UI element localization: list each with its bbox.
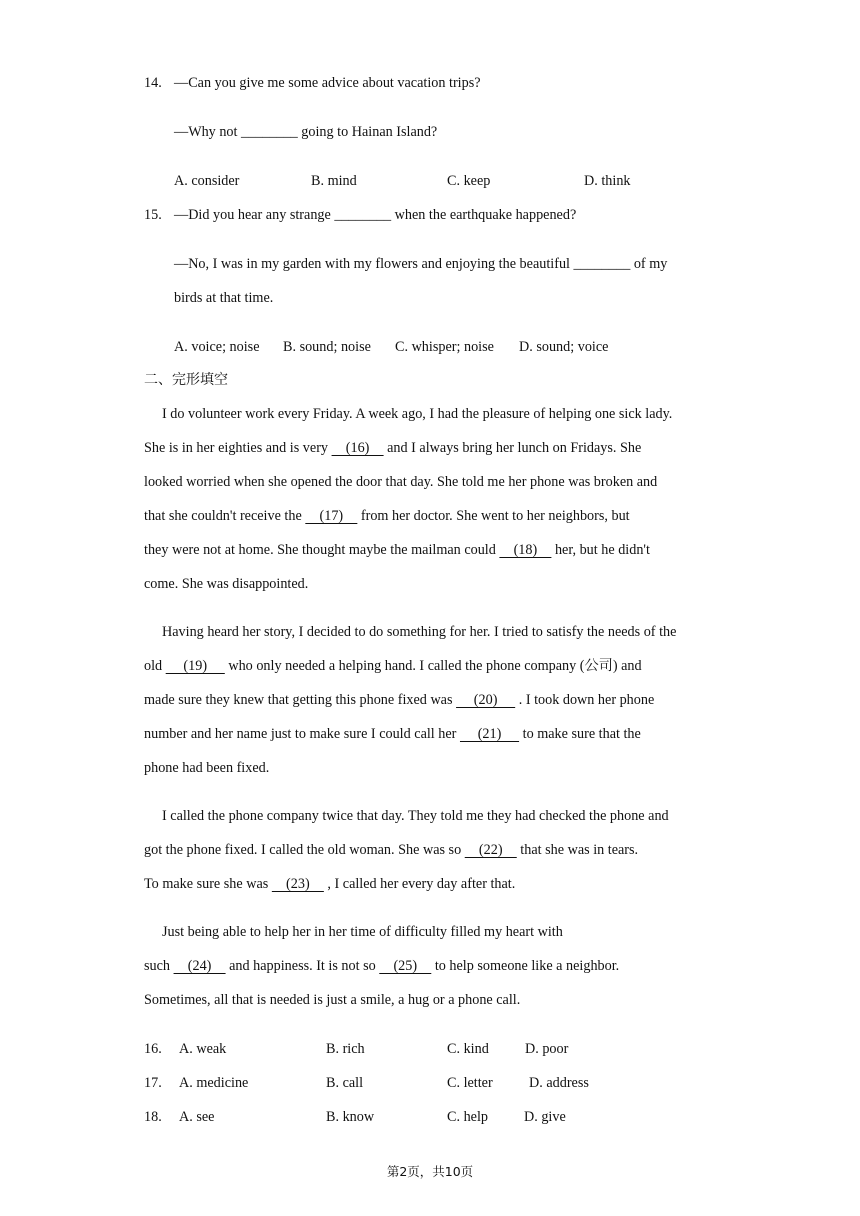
- q18-option-d[interactable]: [524, 1107, 566, 1127]
- q18-option-b[interactable]: [326, 1107, 374, 1127]
- q15-blank-2: ________: [573, 256, 631, 272]
- passage-line: looked worried when she opened the door that day. She told me her phone was broken and: [144, 474, 658, 490]
- text-pre: got the phone fixed. I called the old woman. She was so: [144, 842, 465, 858]
- option-letter: C.: [395, 339, 409, 355]
- option-letter: B.: [326, 1075, 340, 1091]
- page-footer: 第2页，共10页: [386, 1164, 474, 1179]
- option-text: see: [192, 1109, 215, 1125]
- q15-reply-cont: birds at that time.: [174, 290, 274, 306]
- option-letter: B.: [326, 1109, 340, 1125]
- q15-prompt: [174, 205, 576, 225]
- text-pre: made sure they knew that getting this phone fixed was: [144, 692, 457, 708]
- q14-reply: [174, 122, 437, 142]
- passage-line: Just being able to help her in her time of difficulty filled my heart with: [162, 924, 563, 940]
- q16-option-a[interactable]: [179, 1039, 226, 1059]
- q17-option-c[interactable]: [447, 1073, 493, 1093]
- cloze-blank-22: (22): [464, 842, 517, 858]
- cloze-blank-16: (16): [331, 440, 384, 456]
- option-text: help: [460, 1109, 488, 1125]
- q15-blank-1: ________: [334, 207, 392, 223]
- cloze-blank-21: (21): [459, 726, 520, 742]
- option-text: D. address: [529, 1075, 589, 1091]
- option-text: consider: [187, 173, 240, 189]
- passage-line: I called the phone company twice that day. They told me they had checked the phone and: [162, 808, 669, 824]
- option-text: medicine: [192, 1075, 249, 1091]
- cloze-blank-24: (24): [173, 958, 226, 974]
- q16-option-d[interactable]: [525, 1039, 568, 1059]
- text-pre: old: [144, 658, 166, 674]
- passage-line: [144, 724, 641, 744]
- option-text: mind: [324, 173, 357, 189]
- option-letter: A.: [179, 1109, 193, 1125]
- q14-option-d[interactable]: [584, 171, 631, 191]
- option-letter: C.: [447, 1109, 461, 1125]
- passage-line: come. She was disappointed.: [144, 576, 309, 592]
- passage-line: I do volunteer work every Friday. A week ago, I had the pleasure of helping one sick lady.: [162, 406, 673, 422]
- option-text: know: [339, 1109, 375, 1125]
- passage-line: [144, 506, 630, 526]
- option-letter: C.: [447, 1075, 461, 1091]
- option-letter: D.: [519, 339, 533, 355]
- text-pre: She is in her eighties and is very: [144, 440, 332, 456]
- text-pre: such: [144, 958, 174, 974]
- cloze-blank-20: (20): [456, 692, 516, 708]
- q14-reply-pre: —Why not: [174, 124, 241, 140]
- q14-prompt: —Can you give me some advice about vacation trips?: [174, 75, 481, 91]
- option-text: D. poor: [525, 1041, 569, 1057]
- q14-option-c[interactable]: [447, 171, 490, 191]
- q15-reply-pre: —No, I was in my garden with my flowers and enjoying the beautiful: [174, 256, 574, 272]
- q15-option-c[interactable]: [395, 337, 494, 357]
- text-post: to help someone like a neighbor.: [431, 958, 620, 974]
- text-post: . I took down her phone: [515, 692, 655, 708]
- option-letter: D.: [584, 173, 598, 189]
- q18-option-a[interactable]: [179, 1107, 214, 1127]
- passage-line: [144, 874, 515, 894]
- q18-option-c[interactable]: [447, 1107, 488, 1127]
- passage-line: phone had been fixed.: [144, 760, 270, 776]
- cloze-blank-19: (19): [165, 658, 225, 674]
- cloze-blank-18: (18): [499, 542, 552, 558]
- option-text: sound; voice: [532, 339, 609, 355]
- passage-line: [144, 438, 641, 458]
- text-post: to make sure that the: [519, 726, 641, 742]
- option-text: call: [339, 1075, 364, 1091]
- q17-option-d[interactable]: [529, 1073, 589, 1093]
- q14-number: 14.: [144, 75, 162, 91]
- option-text: D. give: [524, 1109, 566, 1125]
- q16-number: 16.: [144, 1041, 162, 1057]
- text-pre: To make sure she was: [144, 876, 272, 892]
- option-letter: A.: [174, 173, 188, 189]
- cloze-blank-23: (23): [271, 876, 324, 892]
- q17-number: 17.: [144, 1075, 162, 1091]
- passage-line: [144, 956, 619, 976]
- q18-number: 18.: [144, 1109, 162, 1125]
- q15-prompt-post: when the earthquake happened?: [391, 207, 577, 223]
- cloze-blank-25: (25): [379, 958, 432, 974]
- q16-option-c[interactable]: [447, 1039, 489, 1059]
- option-letter: A.: [174, 339, 188, 355]
- text-post: her, but he didn't: [551, 542, 650, 558]
- section-title: 二、完形填空: [144, 372, 228, 388]
- text-pre: they were not at home. She thought maybe the mailman could: [144, 542, 500, 558]
- text-post: from her doctor. She went to her neighbors, but: [357, 508, 630, 524]
- option-text: think: [597, 173, 631, 189]
- option-letter: C.: [447, 1041, 461, 1057]
- passage-line: [144, 690, 654, 710]
- text-post: and I always bring her lunch on Fridays. She: [383, 440, 642, 456]
- option-letter: B.: [283, 339, 297, 355]
- option-text: rich: [339, 1041, 365, 1057]
- text-pre: number and her name just to make sure I could call her: [144, 726, 460, 742]
- option-text: whisper; noise: [408, 339, 494, 355]
- passage-line: Having heard her story, I decided to do something for her. I tried to satisfy the needs of the: [162, 624, 677, 640]
- q15-prompt-pre: —Did you hear any strange: [174, 207, 335, 223]
- q15-reply: [174, 254, 667, 274]
- q14-reply-post: going to Hainan Island?: [297, 124, 438, 140]
- q17-option-b[interactable]: [326, 1073, 363, 1093]
- passage-line: [144, 656, 642, 676]
- option-letter: C.: [447, 173, 461, 189]
- text-post: , I called her every day after that.: [323, 876, 516, 892]
- option-letter: A.: [179, 1075, 193, 1091]
- option-text: kind: [460, 1041, 489, 1057]
- q16-option-b[interactable]: [326, 1039, 365, 1059]
- option-text: sound; noise: [296, 339, 371, 355]
- option-text: keep: [460, 173, 491, 189]
- option-text: voice; noise: [187, 339, 260, 355]
- option-letter: B.: [311, 173, 325, 189]
- option-text: letter: [460, 1075, 493, 1091]
- option-letter: A.: [179, 1041, 193, 1057]
- text-pre: that she couldn't receive the: [144, 508, 306, 524]
- q15-option-a[interactable]: [174, 337, 260, 357]
- option-letter: B.: [326, 1041, 340, 1057]
- q15-reply-post: of my: [630, 256, 668, 272]
- option-text: weak: [192, 1041, 227, 1057]
- passage-line: [144, 840, 638, 860]
- q15-number: 15.: [144, 207, 162, 223]
- text-post: that she was in tears.: [516, 842, 639, 858]
- passage-line: Sometimes, all that is needed is just a smile, a hug or a phone call.: [144, 992, 521, 1008]
- q15-option-b[interactable]: [283, 337, 371, 357]
- q14-option-a[interactable]: [174, 171, 239, 191]
- q14-blank: ________: [241, 124, 298, 140]
- q14-option-b[interactable]: [311, 171, 357, 191]
- cloze-blank-17: (17): [305, 508, 358, 524]
- q17-option-a[interactable]: [179, 1073, 248, 1093]
- text-post: and happiness. It is not so: [225, 958, 380, 974]
- q15-option-d[interactable]: [519, 337, 608, 357]
- passage-line: [144, 540, 650, 560]
- text-post: who only needed a helping hand. I called the phone company (公司) and: [224, 658, 642, 674]
